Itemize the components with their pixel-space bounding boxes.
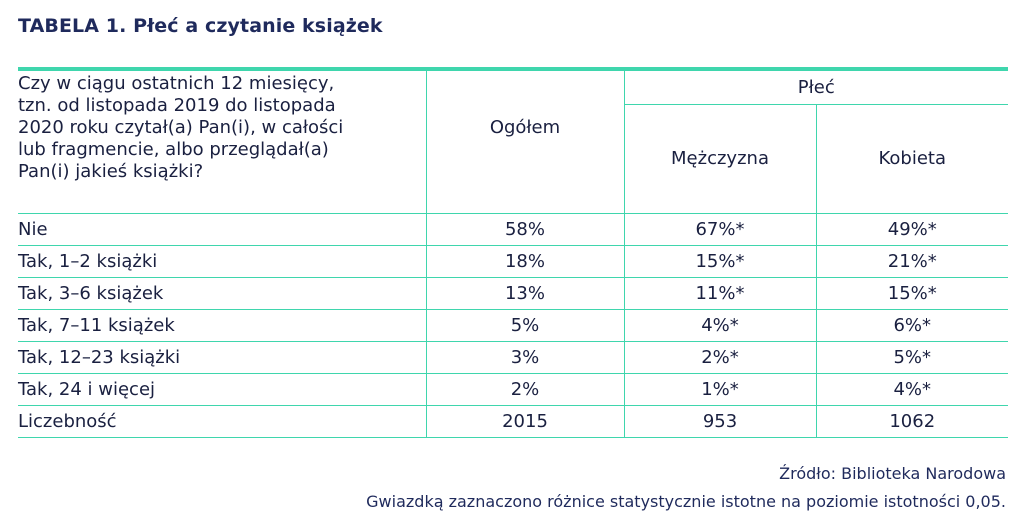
male-value: 11%* — [624, 278, 816, 310]
question-header — [18, 69, 426, 214]
question-line: Pan(i) jakieś książki? — [18, 161, 204, 182]
gender-reading-table — [18, 67, 1008, 438]
row-label: Tak, 24 i więcej — [18, 374, 426, 406]
male-value: 953 — [624, 406, 816, 438]
female-header: Kobieta — [816, 105, 1008, 214]
female-value: 21%* — [816, 246, 1008, 278]
question-line: 2020 roku czytał(a) Pan(i), w całości — [18, 117, 344, 138]
male-header: Mężczyzna — [624, 105, 816, 214]
male-value: 2%* — [624, 342, 816, 374]
male-value: 1%* — [624, 374, 816, 406]
female-value: 5%* — [816, 342, 1008, 374]
row-label: Nie — [18, 214, 426, 246]
table-row — [18, 374, 1008, 406]
total-value: 18% — [426, 246, 624, 278]
gender-group-header: Płeć — [624, 69, 1008, 105]
question-line: Czy w ciągu ostatnich 12 miesięcy, — [18, 73, 335, 94]
female-value: 6%* — [816, 310, 1008, 342]
row-label: Tak, 12–23 książki — [18, 342, 426, 374]
table-row-count — [18, 406, 1008, 438]
male-value: 4%* — [624, 310, 816, 342]
row-label: Tak, 1–2 książki — [18, 246, 426, 278]
table-row — [18, 246, 1008, 278]
table-title: TABELA 1. Płeć a czytanie książek — [18, 15, 383, 37]
female-value: 49%* — [816, 214, 1008, 246]
total-value: 2015 — [426, 406, 624, 438]
total-value: 3% — [426, 342, 624, 374]
female-value: 1062 — [816, 406, 1008, 438]
question-line: tzn. od listopada 2019 do listopada — [18, 95, 336, 116]
male-value: 67%* — [624, 214, 816, 246]
female-value: 15%* — [816, 278, 1008, 310]
table-row — [18, 278, 1008, 310]
source-note: Źródło: Biblioteka Narodowa — [779, 464, 1006, 483]
significance-note: Gwiazdką zaznaczono różnice statystycznie istotne na poziomie istotności 0,05. — [366, 492, 1006, 511]
row-label: Liczebność — [18, 406, 426, 438]
total-value: 5% — [426, 310, 624, 342]
table-row — [18, 310, 1008, 342]
header-row-top — [18, 69, 1008, 105]
row-label: Tak, 3–6 książek — [18, 278, 426, 310]
female-value: 4%* — [816, 374, 1008, 406]
male-value: 15%* — [624, 246, 816, 278]
total-value: 13% — [426, 278, 624, 310]
total-header: Ogółem — [426, 69, 624, 214]
table-row — [18, 214, 1008, 246]
total-value: 58% — [426, 214, 624, 246]
table-row — [18, 342, 1008, 374]
question-line: lub fragmencie, albo przeglądał(a) — [18, 139, 329, 160]
total-value: 2% — [426, 374, 624, 406]
row-label: Tak, 7–11 książek — [18, 310, 426, 342]
